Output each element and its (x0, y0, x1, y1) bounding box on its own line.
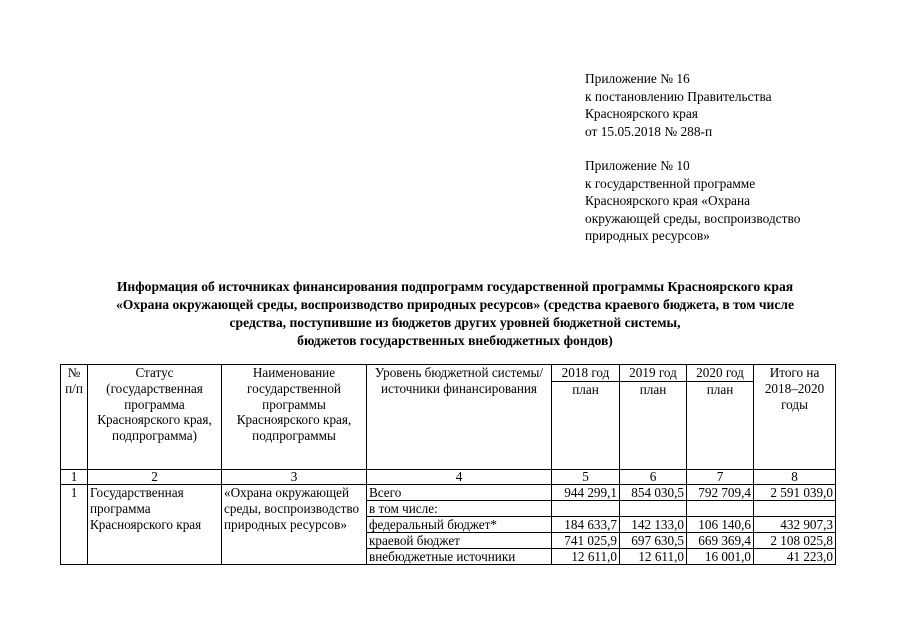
value-2020: 792 709,4 (687, 484, 754, 500)
header-plan-2019: план (620, 381, 687, 469)
value-2018: 184 633,7 (552, 516, 620, 532)
value-2019: 697 630,5 (620, 532, 687, 548)
appendix-line: от 15.05.2018 № 288-п (585, 123, 713, 139)
header-name: Наименование государственной программы Красноярского края, подпрограммы (222, 365, 367, 470)
column-number: 1 (61, 469, 88, 484)
row-status: Государственная программа Красноярского края (88, 484, 222, 564)
column-number: 7 (687, 469, 754, 484)
value-2020: 669 369,4 (687, 532, 754, 548)
appendix-line: Красноярского края «Охрана (585, 193, 751, 209)
column-number: 3 (222, 469, 367, 484)
appendix-line: Приложение № 16 (585, 71, 690, 86)
value-2019: 12 611,0 (620, 548, 687, 564)
header-plan-2018: план (552, 381, 620, 469)
table-row (61, 484, 836, 500)
header-year-2019: 2019 год (620, 365, 687, 382)
header-year-2018: 2018 год (552, 365, 620, 382)
appendix-line: Красноярского края (585, 106, 698, 122)
value-total: 2 591 039,0 (754, 484, 836, 500)
appendix-line: природных ресурсов» (585, 228, 710, 244)
document-title (40, 278, 870, 350)
appendix-16-block (585, 70, 772, 140)
level-label: Всего (367, 484, 552, 500)
appendix-line: Приложение № 10 (585, 158, 690, 173)
row-number: 1 (61, 484, 88, 564)
value-2020: 106 140,6 (687, 516, 754, 532)
value-2018: 12 611,0 (552, 548, 620, 564)
value-total: 41 223,0 (754, 548, 836, 564)
value-2020: 16 001,0 (687, 548, 754, 564)
column-numbers-row (61, 469, 836, 484)
level-label: краевой бюджет (367, 532, 552, 548)
appendix-10-block (585, 157, 800, 245)
column-number: 2 (88, 469, 222, 484)
title-line: «Охрана окружающей среды, воспроизводство природных ресурсов» (средства краевого бюджета, в том числе (115, 297, 795, 312)
level-label: федеральный бюджет* (367, 516, 552, 532)
header-plan-2020: план (687, 381, 754, 469)
value-2019 (620, 500, 687, 516)
value-2020 (687, 500, 754, 516)
value-2019: 854 030,5 (620, 484, 687, 500)
value-2019: 142 133,0 (620, 516, 687, 532)
column-number: 4 (367, 469, 552, 484)
value-total (754, 500, 836, 516)
title-line: Информация об источниках финансирования подпрограмм государственной программы Красноярского края (116, 279, 794, 294)
level-label: в том числе: (367, 500, 552, 516)
title-line: средства, поступившие из бюджетов других уровней бюджетной системы, (229, 315, 681, 330)
column-number: 6 (620, 469, 687, 484)
header-total: Итого на 2018–2020 годы (754, 365, 836, 470)
appendix-line: окружающей среды, воспроизводство (585, 210, 801, 226)
financing-table (60, 364, 836, 565)
value-total: 2 108 025,8 (754, 532, 836, 548)
appendix-line: к постановлению Правительства (585, 88, 772, 104)
value-2018 (552, 500, 620, 516)
value-2018: 944 299,1 (552, 484, 620, 500)
row-program-name: «Охрана окружающей среды, воспроизводство природных ресурсов» (222, 484, 367, 564)
header-status: Статус (государственная программа Красноярского края, подпрограмма) (88, 365, 222, 470)
title-line: бюджетов государственных внебюджетных фондов) (297, 333, 613, 348)
header-level: Уровень бюджетной системы/источники финансирования (367, 365, 552, 470)
value-total: 432 907,3 (754, 516, 836, 532)
header-no: № п/п (61, 365, 88, 470)
column-number: 5 (552, 469, 620, 484)
column-number: 8 (754, 469, 836, 484)
level-label: внебюджетные источники (367, 548, 552, 564)
header-year-2020: 2020 год (687, 365, 754, 382)
value-2018: 741 025,9 (552, 532, 620, 548)
appendix-line: к государственной программе (585, 175, 756, 191)
